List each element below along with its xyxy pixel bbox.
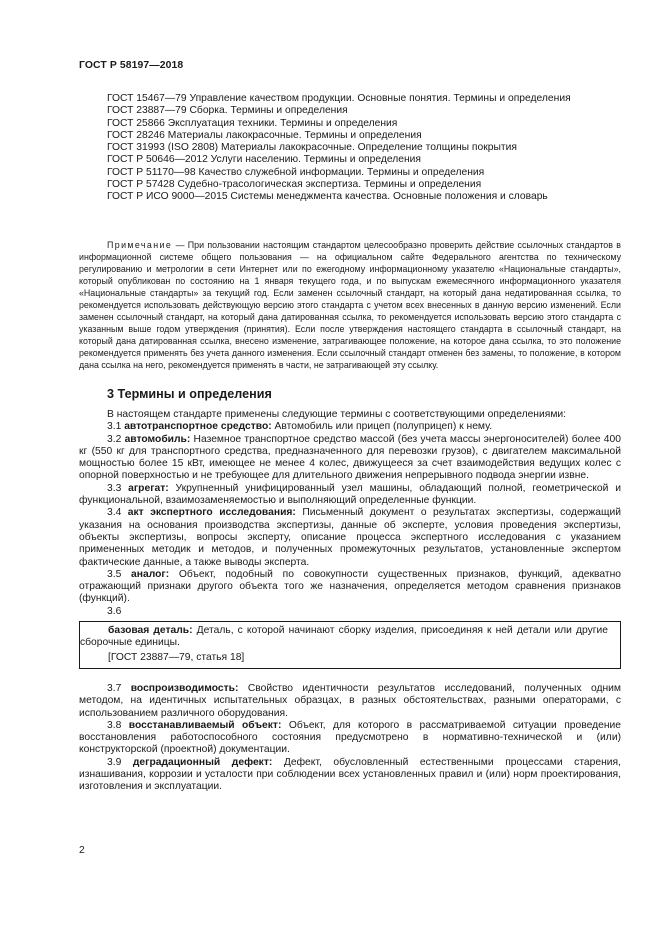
term-number: 3.3 — [107, 482, 129, 494]
term-entry — [79, 483, 621, 508]
term-name: восстанавливаемый объект: — [128, 719, 282, 731]
term-number: 3.7 — [107, 682, 131, 694]
term-number: 3.8 — [107, 719, 129, 731]
term-definition: Укрупненный унифицированный узел машины, обладающий полной, геометрической и функциональной, взаимозаменяемостью и выполняющий определенные функции. — [79, 482, 621, 507]
normative-references-list — [107, 93, 627, 203]
references-note — [79, 240, 621, 371]
term-definition: Деталь, с которой начинают сборку изделия, присоединяя к ней детали или другие сборочные единицы. — [80, 625, 608, 649]
term-name: автотранспортное средство: — [124, 421, 272, 433]
page-number: 2 — [79, 845, 85, 856]
reference-item: ГОСТ Р 57428 Судебно-трасологическая экспертиза. Термины и определения — [107, 178, 482, 190]
reference-item: ГОСТ 31993 (ISO 2808) Материалы лакокрасочные. Определение толщины покрытия — [107, 142, 517, 153]
term-number: 3.5 — [107, 568, 132, 580]
note-text: — При пользовании настоящим стандартом целесообразно проверить действие ссылочных стандартов в информационной системе общего пользования — на официальном сайте Федерального агентства по техническому регулированию и метрологии в сети Интернет или по ежегодному информационному указателю «Национальные стандарты», который опубликован по состоянию на 1 января текущего года, и по выпускам ежемесячного информационного указателя «Национальные стандарты» за текущий год. Если заменен ссылочный стандарт, на который дана недатированная ссылка, то рекомендуется использовать действующую версию этого стандарта с учетом всех внесенных в данную версию изменений. Если заменен ссылочный стандарт, на который дана датированная ссылка, то рекомендуется использовать версию этого стандарта с указанным выше годом утверждения (принятия). Если после утверждения настоящего стандарта в ссылочный стандарт, на который дана датированная ссылка, внесено изменение, затрагивающее положение, на которое дана ссылка, то это положение рекомендуется применять без учета данного изменения. Если ссылочный стандарт отменен без замены, то положение, в котором дана ссылка на него, рекомендуется применять в части, не затрагивающей эту ссылку. — [79, 240, 621, 370]
reference-item: ГОСТ Р ИСО 9000—2015 Системы менеджмента качества. Основные положения и словарь — [107, 191, 548, 202]
term-name: воспроизводимость: — [130, 682, 239, 694]
term-entry — [79, 507, 621, 568]
borrowed-term-box — [79, 621, 621, 669]
term-definition: Объект, подобный по совокупности существенных признаков, функций, адекватно отражающий признаки другого объекта того же назначения, определяется методом сравнения признаков (функций). — [79, 568, 621, 605]
term-definition: Свойство идентичности результатов исследований, полученных одним методом, на идентичных испытательных образцах, в разных обстоятельствах, разными операторами, с использованием различного оборудования. — [79, 682, 621, 719]
note-label: Примечание — [107, 240, 173, 250]
term-entry — [79, 757, 621, 794]
term-name: акт экспертного исследования: — [127, 507, 296, 519]
term-name: автомобиль: — [124, 433, 191, 445]
reference-item: ГОСТ Р 51170—98 Качество служебной информации. Термины и определения — [107, 166, 485, 178]
term-entry — [79, 720, 621, 757]
reference-item: ГОСТ 15467—79 Управление качеством продукции. Основные понятия. Термины и определения — [107, 93, 571, 104]
section-body — [79, 409, 621, 794]
term-number: 3.9 — [107, 756, 133, 768]
term-entry — [79, 569, 621, 606]
document-header: ГОСТ Р 58197—2018 — [79, 60, 184, 71]
term-definition: Автомобиль или прицеп (полуприцеп) к нему. — [271, 421, 493, 433]
term-entry — [79, 421, 621, 433]
term-entry — [79, 683, 621, 720]
term-name: агрегат: — [128, 482, 169, 494]
term-definition: Письменный документ о результатах экспертизы, содержащий указания на основания производства экспертизы, данные об эксперте, условия проведения экспертизы, объекты экспертизы, вопросы эксперту, описание процесса экспертного исследования с указанием примененных методик и методов, и полученных промежуточных результатов, установленные экспертом фактические данные, а также выводы эксперта. — [79, 507, 621, 568]
section-title: 3 Термины и определения — [107, 387, 272, 401]
term-definition: Наземное транспортное средство массой (без учета массы энергоносителей) более 400 кг (550 кг для транспортного средства, предназначенного для перевозки грузов), с двигателем максимальной мощностью более 15 кВт, имеющее не менее 4 колес, движущееся за счет взаимодействия ведущих колес с опорной поверхностью и не требующее для длительного движения непрерывного подвода энергии извне. — [79, 433, 621, 482]
term-number: 3.1 — [107, 421, 125, 433]
reference-item: ГОСТ 23887—79 Сборка. Термины и определения — [107, 105, 348, 117]
section-intro: В настоящем стандарте применены следующие термины с соответствующими определениями: — [107, 409, 567, 420]
term-name: аналог: — [131, 568, 170, 580]
term-source: [ГОСТ 23887—79, статья 18] — [108, 651, 245, 663]
term-entry — [79, 434, 621, 483]
term-entry — [80, 625, 608, 650]
term-definition: Объект, для которого в рассматриваемой ситуации проведение восстановления работоспособного состояния предусмотрено в нормативно-технической и (или) конструкторской (проектной) документации. — [79, 719, 621, 756]
term-name: деградационный дефект: — [132, 756, 273, 768]
boxed-term-number: 3.6 — [107, 605, 122, 617]
reference-item: ГОСТ 28246 Материалы лакокрасочные. Термины и определения — [107, 129, 422, 141]
reference-item: ГОСТ Р 50646—2012 Услуги населению. Термины и определения — [107, 154, 421, 166]
term-number: 3.4 — [107, 507, 128, 519]
term-definition: Дефект, обусловленный естественными процессами старения, изнашивания, коррозии и усталости при соблюдении всех установленных правил и (или) норм проектирования, изготовления и эксплуатации. — [79, 756, 621, 793]
reference-item: ГОСТ 25866 Эксплуатация техники. Термины и определения — [107, 117, 398, 129]
term-name: базовая деталь: — [108, 625, 193, 637]
term-number: 3.2 — [107, 433, 125, 445]
